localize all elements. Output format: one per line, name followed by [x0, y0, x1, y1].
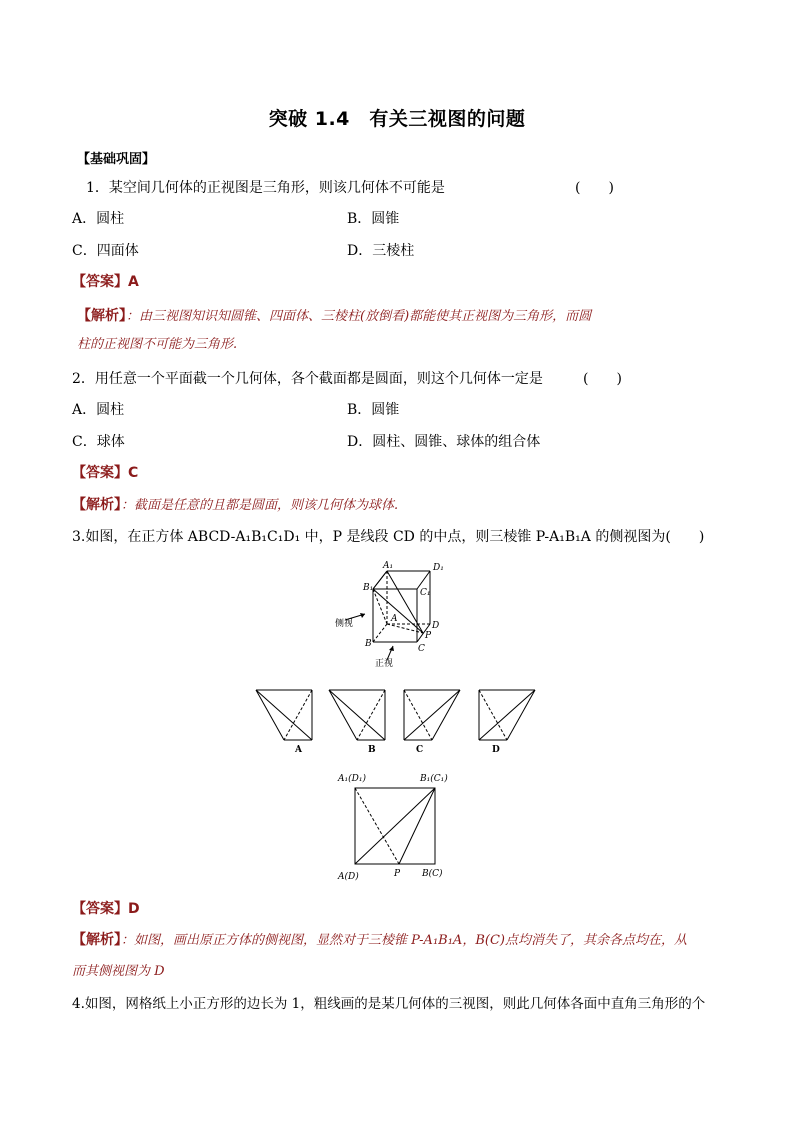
cube-label-d1: D₁: [433, 563, 444, 573]
cube-label-c1: C₁: [420, 588, 431, 598]
answer-label: 【答案】: [72, 901, 128, 917]
choice-figure-c: [404, 690, 460, 740]
question-1-explanation-line-1: [77, 305, 591, 325]
choice-label-c: C: [416, 745, 424, 755]
explanation-text: ：截面是任意的且都是圆面，则该几何体为球体.: [121, 498, 399, 513]
question-2-option-d: D．圆柱、圆锥、球体的组合体: [347, 434, 541, 450]
cube-figure: [335, 556, 465, 668]
question-1-option-a: A．圆柱: [72, 211, 125, 227]
question-1-option-b: B．圆锥: [347, 211, 400, 227]
explanation-label: 【解析】: [72, 497, 121, 513]
explanation-label: 【解析】: [72, 932, 121, 948]
answer-value: C: [128, 465, 139, 481]
question-2-answer: [72, 462, 138, 482]
question-3-answer: [72, 898, 140, 918]
side-label-bc: B(C): [422, 869, 443, 879]
side-view-label: 侧视: [335, 619, 354, 629]
question-2-paren: ( ): [583, 371, 622, 387]
question-3-explanation-line-2: 而其侧视图为 D: [72, 964, 165, 979]
question-1-stem: 1．某空间几何体的正视图是三角形，则该几何体不可能是: [86, 180, 445, 196]
question-2-stem: 2．用任意一个平面截一个几何体，各个截面都是圆面，则这个几何体一定是: [72, 371, 543, 387]
side-label-a1d1: A₁(D₁): [338, 774, 366, 784]
question-1-answer: [72, 271, 139, 291]
cube-label-b1: B₁: [363, 583, 374, 593]
question-2-option-a: A．圆柱: [72, 402, 125, 418]
explanation-text: ：由三视图知识知圆锥、四面体、三棱柱(放倒看)都能使其正视图为三角形，而圆: [126, 309, 592, 324]
answer-value: A: [128, 274, 139, 290]
choice-figure-b: [329, 690, 385, 740]
side-label-b1c1: B₁(C₁): [420, 774, 448, 784]
cube-label-p: P: [425, 631, 432, 641]
question-3-stem: 3.如图，在正方体 ABCD-A₁B₁C₁D₁ 中，P 是线段 CD 的中点，则三棱锥 P-A₁B₁A 的侧视图为( ): [72, 529, 705, 545]
answer-value: D: [128, 901, 140, 917]
question-4-stem: 4.如图，网格纸上小正方形的边长为 1，粗线画的是某几何体的三视图，则此几何体各面中直角三角形的个: [72, 996, 706, 1012]
cube-label-c: C: [418, 644, 425, 654]
page-title: 突破 1.4 有关三视图的问题: [268, 108, 526, 130]
question-1-option-c: C．四面体: [72, 243, 139, 259]
choice-label-b: B: [368, 745, 376, 755]
choice-label-d: D: [492, 745, 500, 755]
side-label-p: P: [394, 869, 401, 879]
explanation-label: 【解析】: [77, 308, 126, 324]
cube-label-d: D: [432, 621, 440, 631]
cube-label-a: A: [391, 614, 398, 624]
question-2-option-c: C．球体: [72, 434, 125, 450]
choice-figure-a: [256, 690, 312, 740]
side-view-figure: [332, 768, 462, 884]
question-1-paren: ( ): [575, 180, 614, 196]
front-view-label: 正视: [375, 659, 394, 668]
choice-figures: [252, 688, 542, 758]
answer-label: 【答案】: [72, 465, 128, 481]
question-2-explanation: [72, 494, 398, 514]
side-label-ad: A(D): [338, 872, 359, 882]
answer-label: 【答案】: [72, 274, 128, 290]
cube-label-b: B: [365, 639, 372, 649]
question-2-option-b: B．圆锥: [347, 402, 400, 418]
question-1-option-d: D．三棱柱: [347, 243, 415, 259]
choice-label-a: A: [295, 745, 302, 755]
choice-figure-d: [479, 690, 535, 740]
section-heading: 【基础巩固】: [77, 152, 156, 167]
explanation-text: ：如图，画出原正方体的侧视图，显然对于三棱锥 P-A₁B₁A，B(C)点均消失了，其余各点均在，从: [121, 933, 687, 948]
question-1-explanation-line-2: 柱的正视图不可能为三角形.: [77, 337, 238, 352]
cube-label-a1: A₁: [383, 561, 394, 571]
question-3-explanation-line-1: [72, 929, 687, 949]
